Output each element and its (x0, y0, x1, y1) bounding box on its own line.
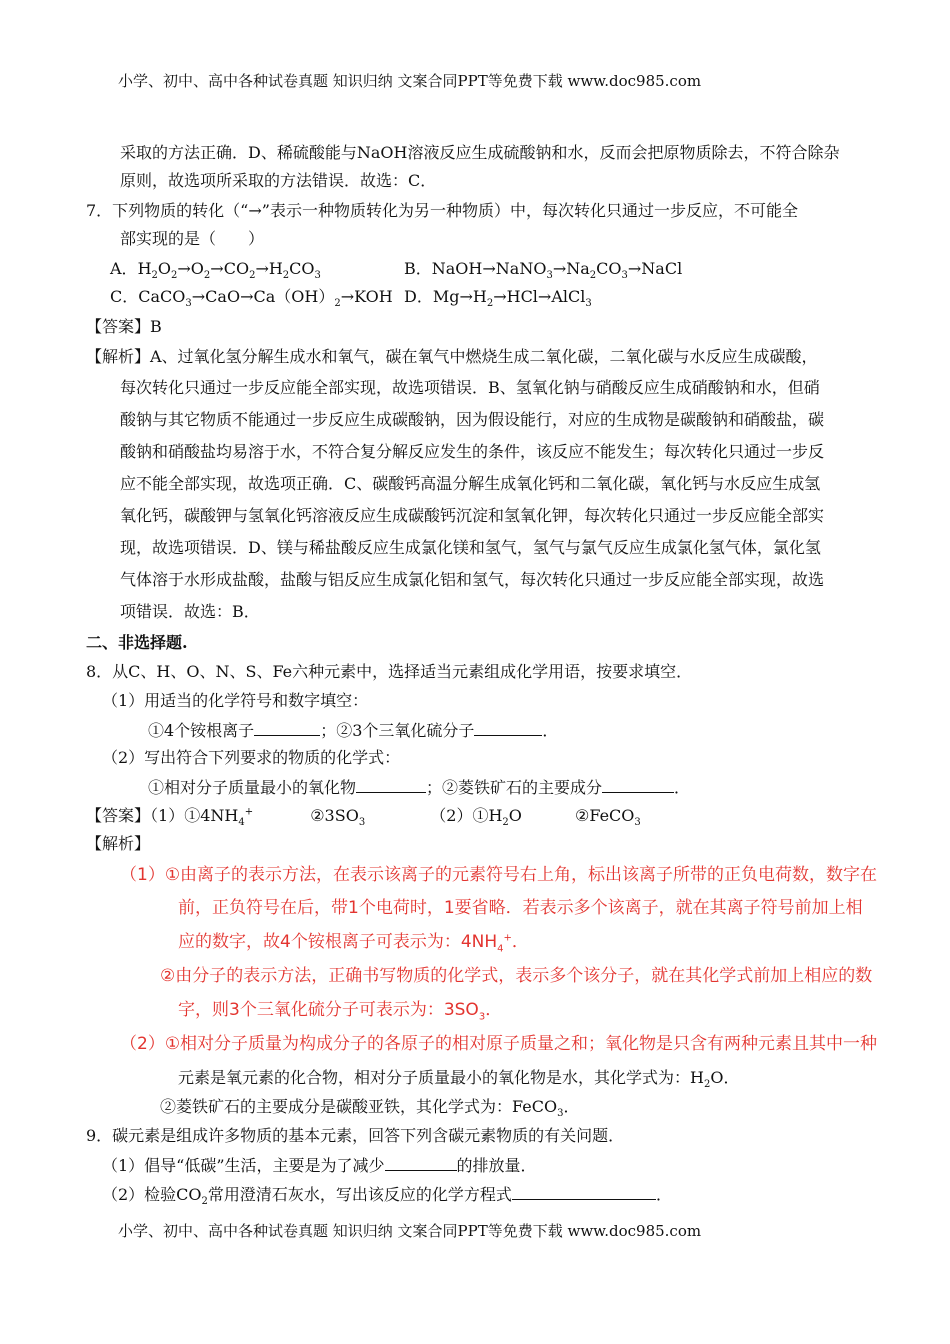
q7-analysis-line: 【解析】A、过氧化氢分解生成水和氧气，碳在氧气中燃烧生成二氧化碳，二氧化碳与水反应生成碳酸， (86, 347, 818, 366)
q7-option-b: B．$NaOH\to NaNO_3\to Na_2CO_3\to NaCl$ (404, 259, 683, 282)
answer-blank (474, 719, 542, 736)
answer-blank (254, 719, 320, 736)
q7-analysis-line: 应不能全部实现，故选项正确．C、碳酸钙高温分解生成氧化钙和二氧化碳，氧化钙与水反应生成氢 (120, 474, 821, 493)
q8-analysis-line: ②菱铁矿石的主要成分是碳酸亚铁，其化学式为：FeCO$_3$． (160, 1097, 580, 1120)
q8-analysis-red-line: （1）①由离子的表示方法，在表示该离子的元素符号右上角，标出该离子所带的正负电荷数，数字在 (120, 865, 878, 885)
q8-answer: 【答案】$(1)①4NH_4^+$ $②3SO_3$ $(2)①H_2O$ ②FeCO$_3$ (86, 806, 641, 829)
q7-analysis-line: 酸钠与其它物质不能通过一步反应生成碳酸钠，因为假设能行，对应的生成物是碳酸钠和硝酸盐，碳 (120, 410, 825, 429)
q7-analysis-line: 酸钠和硝酸盐均易溶于水，不符合复分解反应发生的条件，该反应不能发生；每次转化只通过一步反 (120, 442, 825, 461)
q7-answer: 【答案】B (86, 317, 162, 336)
q8-analysis-red-line: 字，则3个三氧化硫分子可表示为：$3SO_3$． (178, 1000, 503, 1023)
section-title: 二、非选择题. (86, 633, 188, 652)
prev-answer-line-2: 原则，故选项所采取的方法错误．故选：C． (120, 171, 437, 190)
q7-option-a: A．$H_2O_2\to O_2\to CO_2\to H_2CO_3$ (110, 259, 321, 282)
q8-analysis-red-line: 应的数字，故4个铵根离子可表示为：$4NH_4^+$． (178, 932, 529, 955)
q7-stem-line-1: 7．下列物质的转化（“→”表示一种物质转化为另一种物质）中，每次转化只通过一步反应，不可能全 (86, 201, 798, 220)
answer-blank (356, 776, 426, 793)
q8-part-2-blanks: ①相对分子质量最小的氧化物 ；②菱铁矿石的主要成分 ． (148, 778, 691, 797)
q7-analysis-line: 氧化钙，碳酸钾与氢氧化钙溶液反应生成碳酸钙沉淀和氢氧化钾，每次转化只通过一步反应能全部实 (120, 506, 825, 525)
q9-stem: 9．碳元素是组成许多物质的基本元素，回答下列含碳元素物质的有关问题． (86, 1126, 625, 1145)
q7-analysis-line: 现，故选项错误．D、镁与稀盐酸反应生成氯化镁和氢气，氢气与氯气反应生成氯化氢气体，氯化氢 (120, 538, 821, 557)
q7-option-d: D．$Mg\to H_2\to HCl\to AlCl_3$ (404, 287, 592, 310)
answer-blank (385, 1154, 457, 1171)
page-footer: 小学、初中、高中各种试卷真题 知识归纳 文案合同PPT等免费下载 www.doc985.com (118, 1222, 702, 1240)
q8-analysis-label: 【解析】 (86, 834, 151, 853)
q7-stem-line-2: 部实现的是（ ） (120, 229, 265, 248)
q9-part-2: （2）检验$CO_2$常用澄清石灰水，写出该反应的化学方程式 ． (102, 1185, 672, 1208)
answer-blank (602, 776, 674, 793)
page-header: 小学、初中、高中各种试卷真题 知识归纳 文案合同PPT等免费下载 www.doc985.com (118, 72, 702, 90)
prev-answer-line-1: 采取的方法正确．D、稀硫酸能与NaOH溶液反应生成硫酸钠和水，反而会把原物质除去，不符合除杂 (120, 143, 840, 162)
q7-analysis-line: 气体溶于水形成盐酸，盐酸与铝反应生成氯化铝和氢气，每次转化只通过一步反应能全部实现，故选 (120, 570, 825, 589)
q7-option-c: C．$CaCO_3\to CaO\to Ca(OH)_2\to KOH$ (110, 287, 393, 310)
q9-part-1: （1）倡导“低碳”生活，主要是为了减少 的排放量． (102, 1156, 537, 1175)
q8-stem: 8．从C、H、O、N、S、Fe六种元素中，选择适当元素组成化学用语，按要求填空． (86, 662, 693, 681)
q8-analysis-red-line: （2）①相对分子质量为构成分子的各原子的相对原子质量之和；氧化物是只含有两种元素且其中一种 (120, 1034, 878, 1054)
q8-part-1-blanks: ①4个铵根离子 ；②3个三氧化硫分子 ． (148, 721, 559, 740)
q7-analysis-line: 项错误．故选：B． (120, 602, 260, 621)
q8-analysis-line: 元素是氧元素的化合物，相对分子质量最小的氧化物是水，其化学式为：$H_2O$． (178, 1068, 740, 1091)
answer-blank (512, 1183, 656, 1200)
q8-part-1: （1）用适当的化学符号和数字填空： (102, 691, 369, 710)
q8-analysis-red-line: ②由分子的表示方法，正确书写物质的化学式，表示多个该分子，就在其化学式前加上相应的数 (160, 966, 873, 986)
q8-analysis-red-line: 前，正负符号在后，带1个电荷时，1要省略．若表示多个该离子，就在其离子符号前加上相 (178, 898, 863, 918)
q7-analysis-line: 每次转化只通过一步反应能全部实现，故选项错误．B、氢氧化钠与硝酸反应生成硝酸钠和水，但硝 (120, 378, 820, 397)
q8-part-2: （2）写出符合下列要求的物质的化学式： (102, 748, 401, 767)
